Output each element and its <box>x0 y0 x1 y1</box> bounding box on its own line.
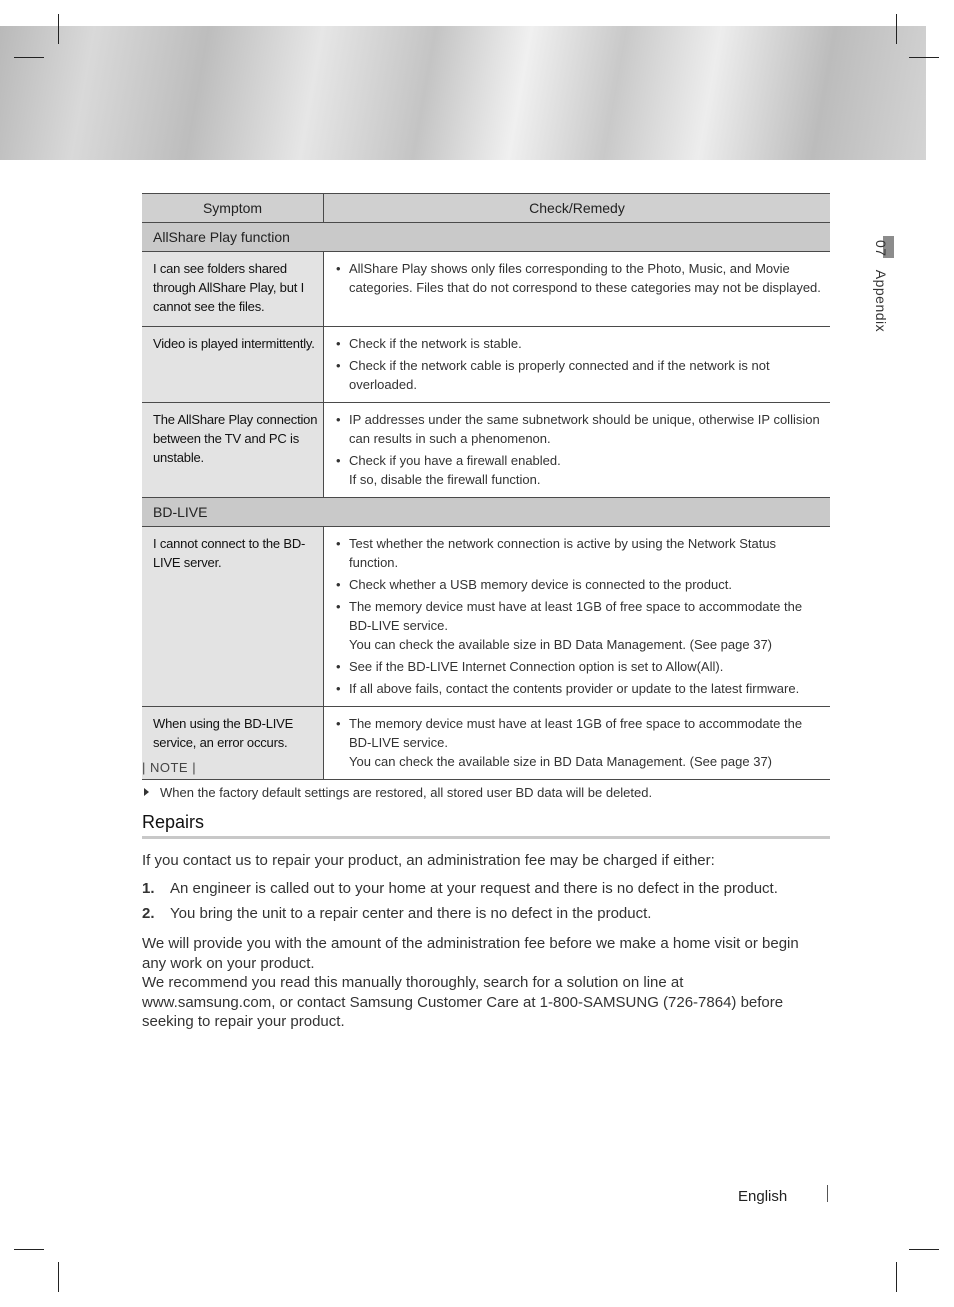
header-banner <box>0 26 926 160</box>
symptom-cell: When using the BD-LIVE service, an error occurs. <box>142 707 324 780</box>
remedy-item: • If all above fails, contact the contents provider or update to the latest firmware. <box>336 679 824 698</box>
numbered-item <box>142 905 830 922</box>
item-number: 2. <box>142 905 155 922</box>
remedy-item: • Check if the network cable is properly connected and if the network is not overloaded. <box>336 356 824 394</box>
remedy-item: • The memory device must have at least 1GB of free space to accommodate the BD-LIVE service. You can check the available size in BD Data Management. (See page 37) <box>336 597 824 654</box>
note-item <box>144 785 652 800</box>
table-header-row <box>142 194 830 223</box>
remedy-item: • The memory device must have at least 1GB of free space to accommodate the BD-LIVE service. You can check the available size in BD Data Management. (See page 37) <box>336 714 824 771</box>
crop-mark <box>58 14 59 44</box>
remedy-item: • Check if the network is stable. <box>336 334 824 353</box>
footer-language: English <box>738 1188 788 1205</box>
table-row <box>142 252 830 327</box>
section-title: Repairs <box>142 812 205 832</box>
table-row <box>142 403 830 498</box>
chapter-label: Appendix <box>873 269 889 333</box>
column-header-symptom: Symptom <box>142 194 324 223</box>
note-heading: | NOTE | <box>142 760 197 775</box>
symptom-cell: Video is played intermittently. <box>142 327 324 403</box>
crop-mark <box>896 1262 897 1292</box>
item-text: An engineer is called out to your home at your request and there is no defect in the product. <box>170 880 778 897</box>
section-header: BD-LIVE <box>142 498 830 527</box>
remedy-cell <box>324 403 831 498</box>
symptom-cell: I cannot connect to the BD-LIVE server. <box>142 527 324 707</box>
remedy-cell <box>324 252 831 327</box>
repairs-paragraph: We will provide you with the amount of the administration fee before we make a home visit or begin any work on your product. <box>142 935 799 972</box>
troubleshooting-table <box>142 193 830 780</box>
remedy-cell <box>324 527 831 707</box>
note-text: When the factory default settings are restored, all stored user BD data will be deleted. <box>160 785 653 800</box>
item-number: 1. <box>142 880 155 897</box>
remedy-item: • Test whether the network connection is active by using the Network Status function. <box>336 534 824 572</box>
crop-mark <box>909 57 939 58</box>
crop-mark <box>14 57 44 58</box>
remedy-item: • Check whether a USB memory device is connected to the product. <box>336 575 824 594</box>
symptom-cell: I can see folders shared through AllShare Play, but I cannot see the files. <box>142 252 324 327</box>
column-header-remedy: Check/Remedy <box>324 194 831 223</box>
symptom-cell: The AllShare Play connection between the TV and PC is unstable. <box>142 403 324 498</box>
footer-divider <box>827 1185 828 1202</box>
crop-mark <box>58 1262 59 1292</box>
remedy-item: • IP addresses under the same subnetwork should be unique, otherwise IP collision can results in such a phenomenon. <box>336 410 824 448</box>
item-text: You bring the unit to a repair center and there is no defect in the product. <box>170 905 652 922</box>
crop-mark <box>909 1249 939 1250</box>
table-row <box>142 327 830 403</box>
remedy-item: • See if the BD-LIVE Internet Connection option is set to Allow(All). <box>336 657 824 676</box>
chapter-number: 07 <box>873 240 889 257</box>
remedy-item: • Check if you have a firewall enabled. If so, disable the firewall function. <box>336 451 824 489</box>
crop-mark <box>14 1249 44 1250</box>
chapter-tab <box>873 240 889 332</box>
crop-mark <box>896 14 897 44</box>
section-divider <box>142 836 830 839</box>
table-row <box>142 707 830 780</box>
numbered-item <box>142 880 830 897</box>
remedy-cell <box>324 327 831 403</box>
repairs-paragraph: We recommend you read this manually thoroughly, search for a solution on line at www.samsung.com, or contact Samsung Customer Care at 1-800-SAMSUNG (726-7864) before seeking to repair your product. <box>142 974 784 1030</box>
triangle-bullet-icon <box>144 788 149 796</box>
remedy-cell <box>324 707 831 780</box>
repairs-intro: If you contact us to repair your product, an administration fee may be charged if either: <box>142 852 715 869</box>
remedy-item: • AllShare Play shows only files corresponding to the Photo, Music, and Movie categories. Files that do not correspond to these categories may not be displayed. <box>336 259 824 297</box>
table-row <box>142 527 830 707</box>
section-header: AllShare Play function <box>142 223 830 252</box>
